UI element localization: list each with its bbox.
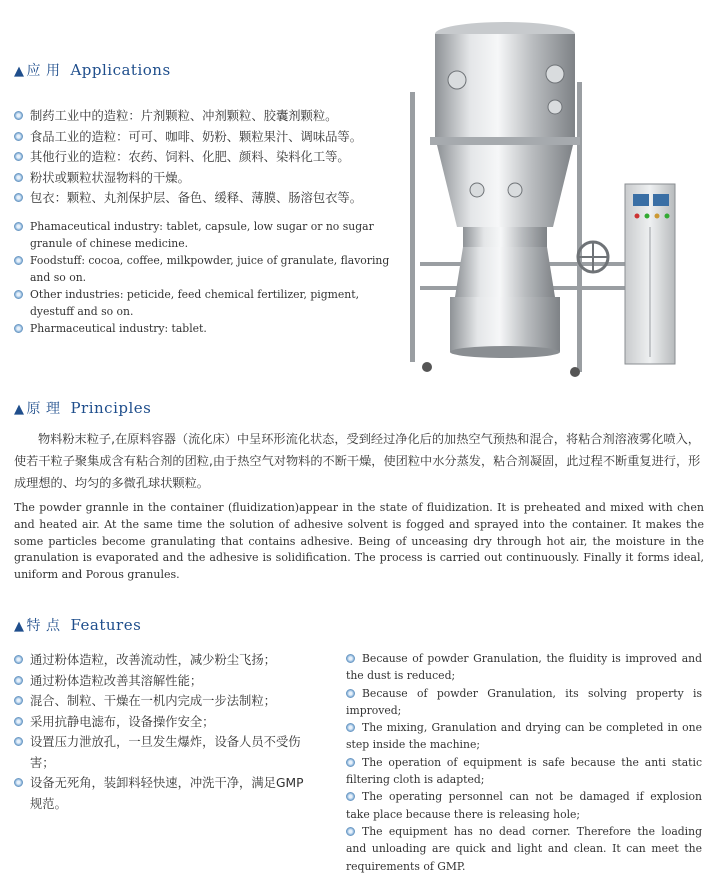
list-item: Pharmaceutical industry: tablet. bbox=[14, 320, 402, 337]
list-item: Other industries: peticide, feed chemical fertilizer, pigment, dyestuff and so on. bbox=[14, 286, 402, 320]
features-cn-list bbox=[14, 650, 314, 814]
triangle-icon: ▲ bbox=[14, 619, 25, 634]
principles-heading-en: Principles bbox=[70, 399, 152, 417]
bullet-icon bbox=[346, 758, 355, 767]
bullet-icon bbox=[14, 256, 23, 265]
list-item: The mixing, Granulation and drying can be completed in one step inside the machine; bbox=[346, 721, 702, 752]
bullet-icon bbox=[14, 111, 23, 120]
principles-paragraph-cn: 物料粉末粒子,在原料容器（流化床）中呈环形流化状态，受到经过净化后的加热空气预热和混合，将粘合剂溶液雾化喷入，使若干粒子聚集成含有粘合剂的团粒,由于热空气对物料的不断干燥，使团粒中水分蒸发，粘合剂凝固，此过程不断重复进行，形成理想的、均匀的多微孔球状颗粒。 bbox=[14, 432, 701, 490]
principles-paragraph-en: The powder grannle in the container (fluidization)appear in the state of fluidization. It is preheated and mixed with chen and heated air. At the same time the solution of adhesive solvent is fogged and sprayed into the container. It makes the some particles become granulating that contains adhesive. Being of unceasing dry through hot air, the moisture in the granulation is evaporated and the adhesive is solidification. The process is carried out continuously. Finally it forms ideal, uniform and Porous granules. bbox=[14, 501, 704, 582]
bullet-icon bbox=[346, 827, 355, 836]
bullet-icon bbox=[14, 222, 23, 231]
bullet-icon bbox=[14, 132, 23, 141]
list-item: Phamaceutical industry: tablet, capsule, low sugar or no sugar granule of chinese medicine. bbox=[14, 218, 402, 252]
applications-heading-cn: 应 用 bbox=[26, 63, 61, 79]
bullet-icon bbox=[346, 689, 355, 698]
bullet-icon bbox=[14, 324, 23, 333]
features-heading bbox=[14, 615, 141, 635]
applications-cn-list bbox=[14, 106, 404, 209]
principles-heading-cn: 原 理 bbox=[26, 401, 61, 417]
bullet-icon bbox=[346, 792, 355, 801]
list-item: 通过粉体造粒，改善流动性，减少粉尘飞扬； bbox=[14, 650, 314, 671]
bullet-icon bbox=[14, 778, 23, 787]
list-item: 包衣：颗粒、丸剂保护层、备色、缓释、薄膜、肠溶包衣等。 bbox=[14, 188, 404, 209]
list-item: 食品工业的造粒：可可、咖啡、奶粉、颗粒果汁、调味品等。 bbox=[14, 127, 404, 148]
list-item: Because of powder Granulation, its solving property is improved; bbox=[346, 686, 702, 717]
list-item: 设置压力泄放孔，一旦发生爆炸，设备人员不受伤害； bbox=[14, 732, 314, 773]
bullet-icon bbox=[346, 723, 355, 732]
bullet-icon bbox=[14, 290, 23, 299]
list-item: Because of powder Granulation, the fluidity is improved and the dust is reduced; bbox=[346, 652, 702, 683]
list-item: 混合、制粒、干燥在一机内完成一步法制粒； bbox=[14, 691, 314, 712]
list-item: 粉状或颗粒状湿物料的干燥。 bbox=[14, 168, 404, 189]
bullet-icon bbox=[14, 717, 23, 726]
granulator-machine-image bbox=[405, 12, 705, 382]
bullet-icon bbox=[14, 655, 23, 664]
list-item: 采用抗静电滤布，设备操作安全； bbox=[14, 712, 314, 733]
bullet-icon bbox=[14, 152, 23, 161]
applications-en-list bbox=[14, 218, 402, 337]
applications-heading bbox=[14, 60, 171, 80]
principles-heading bbox=[14, 398, 151, 418]
list-item: The equipment has no dead corner. Therefore the loading and unloading are quick and light and clean. It can meet the requirements of GMP. bbox=[346, 824, 702, 873]
list-item: 制药工业中的造粒：片剂颗粒、冲剂颗粒、胶囊剂颗粒。 bbox=[14, 106, 404, 127]
features-en-list bbox=[346, 650, 702, 875]
list-item: The operation of equipment is safe because the anti static filtering cloth is adapted; bbox=[346, 755, 702, 787]
list-item: 其他行业的造粒：农药、饲料、化肥、颜料、染料化工等。 bbox=[14, 147, 404, 168]
triangle-icon: ▲ bbox=[14, 64, 25, 79]
bullet-icon bbox=[14, 173, 23, 182]
triangle-icon: ▲ bbox=[14, 402, 25, 417]
features-heading-en: Features bbox=[70, 616, 142, 634]
features-heading-cn: 特 点 bbox=[26, 618, 61, 634]
bullet-icon bbox=[14, 193, 23, 202]
list-item: 设备无死角，装卸料轻快速，冲洗干净，满足GMP规范。 bbox=[14, 773, 314, 814]
list-item: The operating personnel can not be damaged if explosion take place because there is releasing hole; bbox=[346, 790, 702, 821]
bullet-icon bbox=[14, 737, 23, 746]
bullet-icon bbox=[346, 654, 355, 663]
bullet-icon bbox=[14, 676, 23, 685]
applications-heading-en: Applications bbox=[70, 61, 171, 79]
list-item: Foodstuff: cocoa, coffee, milkpowder, juice of granulate, flavoring and so on. bbox=[14, 252, 402, 286]
bullet-icon bbox=[14, 696, 23, 705]
list-item: 通过粉体造粒改善其溶解性能； bbox=[14, 671, 314, 692]
